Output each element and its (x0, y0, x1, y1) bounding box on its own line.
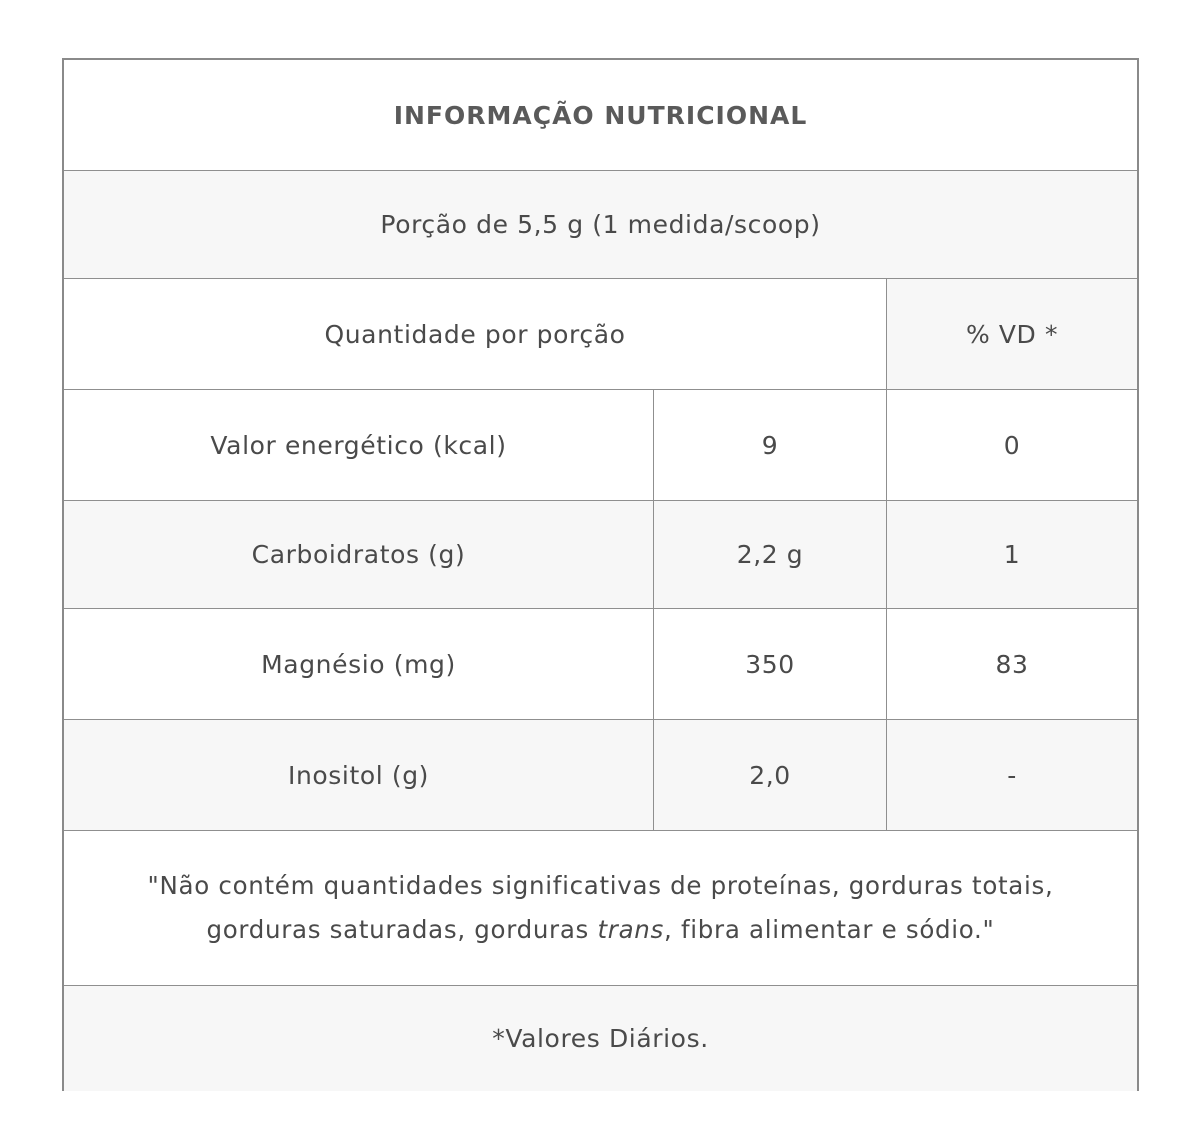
serving-size: Porção de 5,5 g (1 medida/scoop) (380, 210, 821, 239)
nutrient-name: Inositol (g) (64, 720, 654, 830)
nutrition-note (64, 831, 1137, 985)
nutrient-amount: 2,2 g (654, 501, 887, 608)
note-line-2 (206, 908, 994, 952)
nutrition-table (62, 58, 1139, 1091)
nutrient-vd: 1 (1003, 540, 1021, 569)
quantity-header: Quantidade por porção (64, 279, 887, 389)
daily-values-footnote: *Valores Diários. (492, 1024, 709, 1053)
table-title: INFORMAÇÃO NUTRICIONAL (393, 100, 808, 130)
serving-row (64, 171, 1137, 279)
footnote-row (64, 986, 1137, 1091)
table-row (64, 609, 1137, 720)
table-row (64, 720, 1137, 831)
note-line-2-before: gorduras saturadas, gorduras (206, 915, 598, 944)
nutrient-vd: 0 (1003, 430, 1021, 460)
note-row (64, 831, 1137, 986)
table-row (64, 501, 1137, 609)
nutrient-vd: - (1007, 760, 1017, 790)
vd-header: % VD * (887, 279, 1137, 389)
note-line-1: "Não contém quantidades significativas de proteínas, gorduras totais, (147, 871, 1054, 900)
table-row (64, 390, 1137, 501)
nutrient-amount: 350 (654, 609, 887, 719)
note-line-2-after: , fibra alimentar e sódio." (664, 915, 995, 944)
nutrient-name: Carboidratos (g) (64, 501, 654, 608)
title-row (64, 60, 1137, 171)
nutrient-name: Valor energético (kcal) (64, 390, 654, 500)
nutrient-amount: 9 (654, 390, 887, 500)
header-row (64, 279, 1137, 390)
nutrient-name: Magnésio (mg) (64, 609, 654, 719)
nutrient-vd: 83 (995, 649, 1029, 679)
note-line-2-italic: trans (597, 915, 664, 944)
nutrient-amount: 2,0 (654, 720, 887, 830)
